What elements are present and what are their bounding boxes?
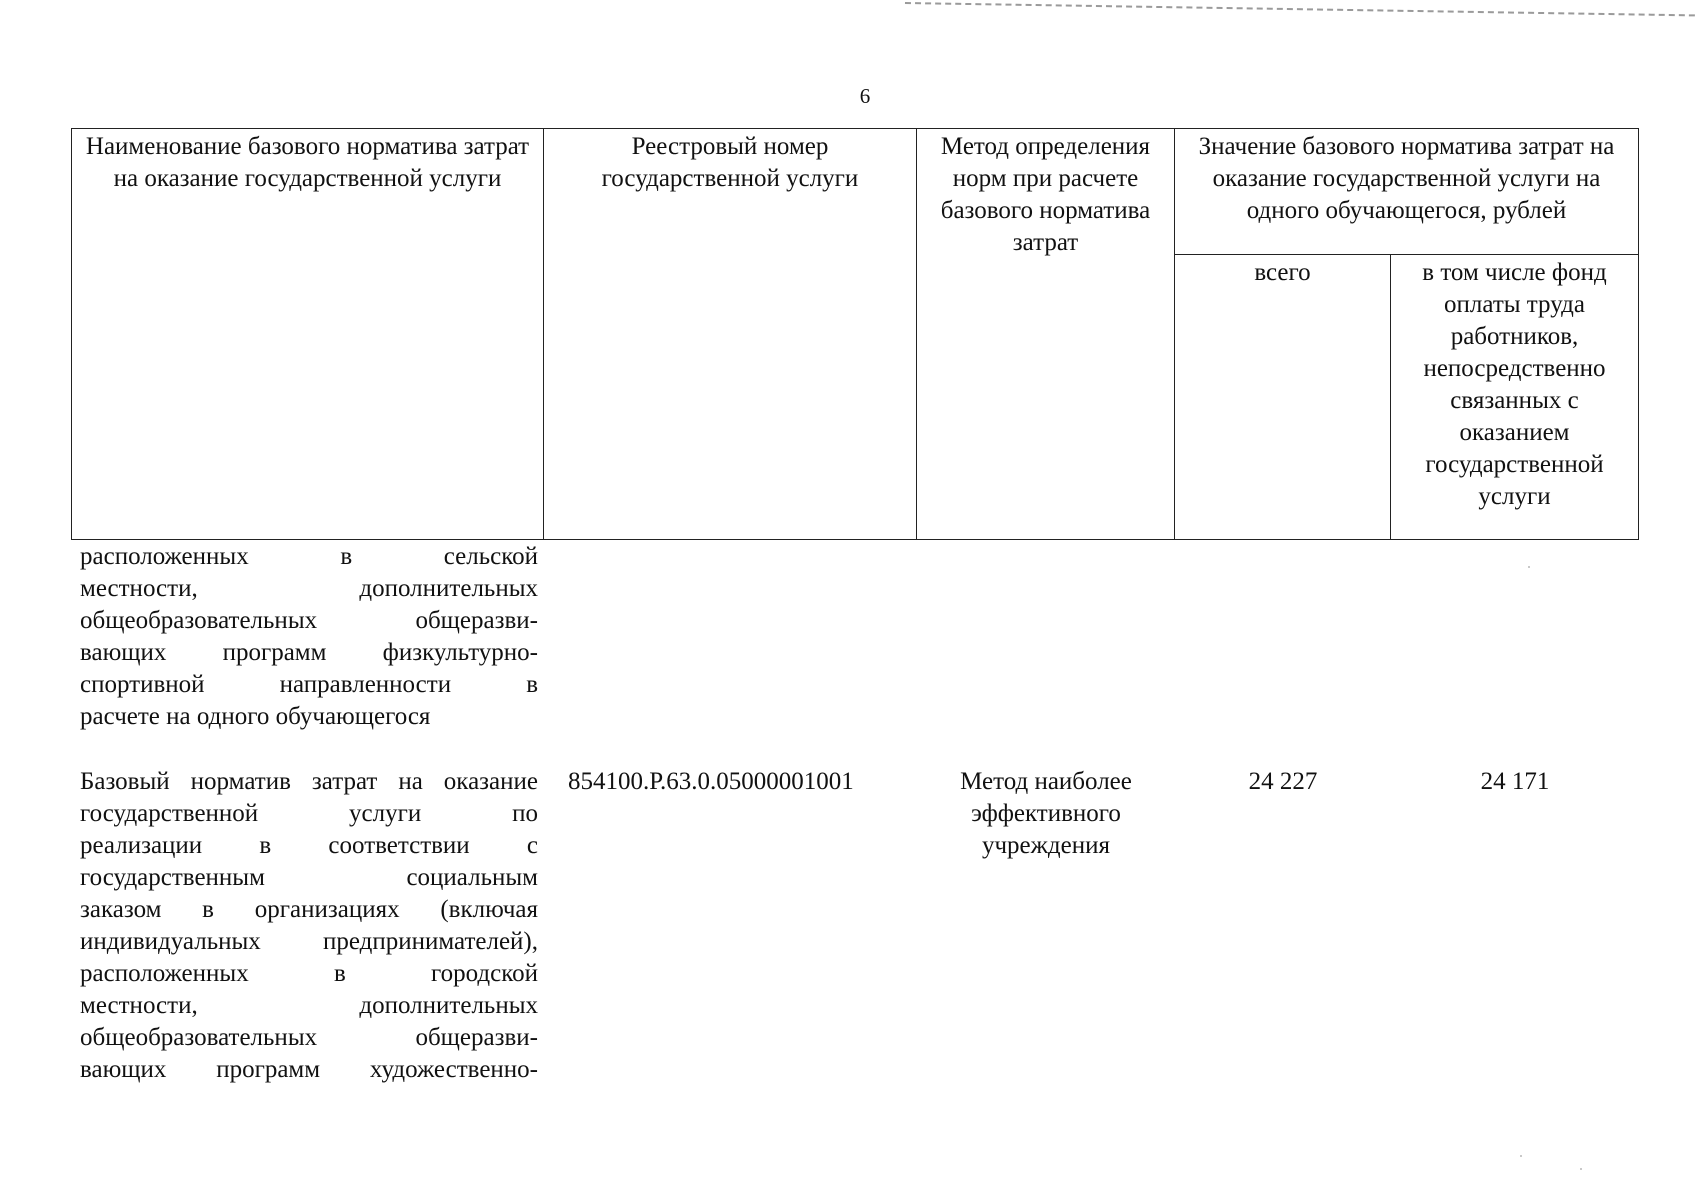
header-col-value-group: Значение базового норматива затрат на оказание государственной услуги на одного обучающегося, рублей	[1175, 129, 1639, 255]
row2-total-value: 24 227	[1248, 768, 1318, 795]
continuation-name-cell	[80, 541, 538, 733]
continuation-line: местности, дополнительных	[80, 575, 538, 602]
page-number: 6	[859, 84, 871, 108]
row2-name-line: государственным социальным	[80, 864, 538, 891]
scan-speck	[1520, 1155, 1522, 1157]
row2-name-line: расположенных в городской	[80, 960, 538, 987]
header-col-total: всего	[1175, 255, 1391, 540]
continuation-line: общеобразовательных общеразви-	[80, 607, 538, 634]
row2-method-line: учреждения	[981, 832, 1110, 859]
row2-name-cell	[80, 766, 538, 1086]
row2-registry-number: 854100.Р.63.0.05000001001	[568, 768, 854, 795]
row2-payroll-value: 24 171	[1480, 768, 1550, 795]
table-header	[71, 128, 1639, 540]
header-col-name: Наименование базового норматива затрат на оказание государственной услуги	[72, 129, 544, 540]
continuation-line: расположенных в сельской	[80, 543, 538, 570]
continuation-line: вающих программ физкультурно-	[80, 639, 538, 666]
row2-method-cell	[917, 766, 1175, 862]
row2-name-line: заказом в организациях (включая	[80, 896, 538, 923]
header-col-payroll: в том числе фонд оплаты труда работников, непосредственно связанных с оказанием государственной услуги	[1391, 255, 1639, 540]
scan-dashed-line	[905, 2, 1695, 16]
row2-name-line: реализации в соответствии с	[80, 832, 538, 859]
row2-name-line: государственной услуги по	[80, 800, 538, 827]
row2-name-line: Базовый норматив затрат на оказание	[80, 768, 538, 795]
row2-method-line: Метод наиболее	[960, 768, 1132, 795]
header-col-method: Метод определения норм при расчете базового норматива затрат	[917, 129, 1175, 540]
header-col-registry: Реестровый номер государственной услуги	[544, 129, 917, 540]
row2-name-line: общеобразовательных общеразви-	[80, 1024, 538, 1051]
scan-speck	[1528, 566, 1530, 568]
row2-name-line: вающих программ художественно-	[80, 1056, 538, 1083]
continuation-line: спортивной направленности в	[80, 671, 538, 698]
row2-name-line: индивидуальных предпринимателей),	[80, 928, 538, 955]
row2-method-line: эффективного	[971, 800, 1121, 827]
row2-name-line: местности, дополнительных	[80, 992, 538, 1019]
scan-speck	[1580, 1168, 1582, 1170]
continuation-line: расчете на одного обучающегося	[80, 703, 431, 730]
